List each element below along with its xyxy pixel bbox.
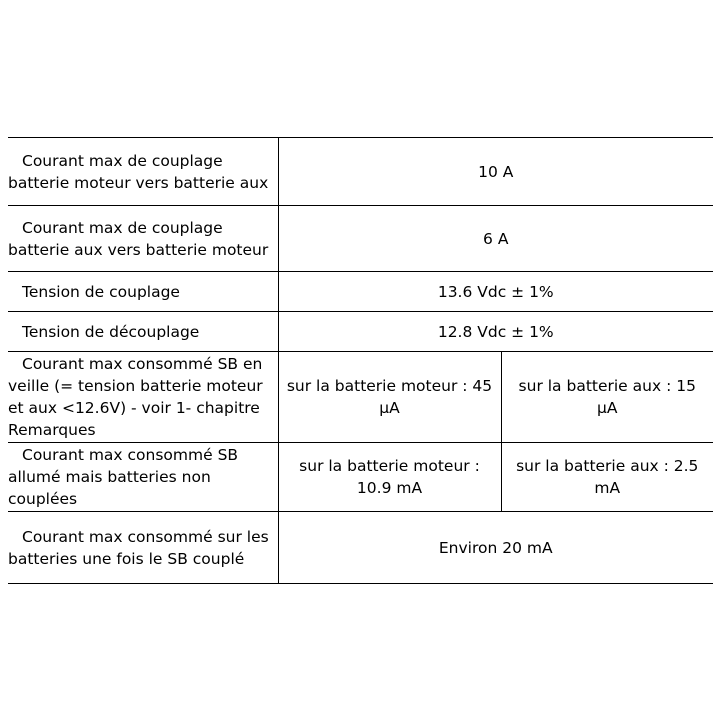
table-row [8, 443, 713, 512]
row-value-decoupling-voltage: 12.8 Vdc ± 1% [278, 312, 713, 352]
row-value-coupling-voltage: 13.6 Vdc ± 1% [278, 272, 713, 312]
row-label-on-uncoupled-current: Courant max consommé SB allumé mais batteries non couplées [8, 443, 278, 512]
table-row [8, 206, 713, 272]
row-label-coupling-voltage: Tension de couplage [8, 272, 278, 312]
row-value-on-uncoupled-current-motor: sur la batterie moteur : 10.9 mA [278, 443, 501, 512]
row-label-coupled-current: Courant max consommé sur les batteries une fois le SB couplé [8, 512, 278, 584]
spec-table [8, 137, 713, 584]
row-label-decoupling-voltage: Tension de découplage [8, 312, 278, 352]
row-value-coupling-current-aux-to-motor: 6 A [278, 206, 713, 272]
row-value-on-uncoupled-current-aux: sur la batterie aux : 2.5 mA [501, 443, 713, 512]
row-value-coupled-current: Environ 20 mA [278, 512, 713, 584]
table-row [8, 352, 713, 443]
row-value-coupling-current-motor-to-aux: 10 A [278, 138, 713, 206]
row-value-standby-current-aux: sur la batterie aux : 15 µA [501, 352, 713, 443]
row-label-standby-current: Courant max consommé SB en veille (= tension batterie moteur et aux <12.6V) - voir 1- chapitre Remarques [8, 352, 278, 443]
table-row [8, 512, 713, 584]
table-row [8, 312, 713, 352]
row-label-coupling-current-motor-to-aux: Courant max de couplage batterie moteur vers batterie aux [8, 138, 278, 206]
row-label-coupling-current-aux-to-motor: Courant max de couplage batterie aux vers batterie moteur [8, 206, 278, 272]
table-row [8, 138, 713, 206]
row-value-standby-current-motor: sur la batterie moteur : 45 µA [278, 352, 501, 443]
table-row [8, 272, 713, 312]
